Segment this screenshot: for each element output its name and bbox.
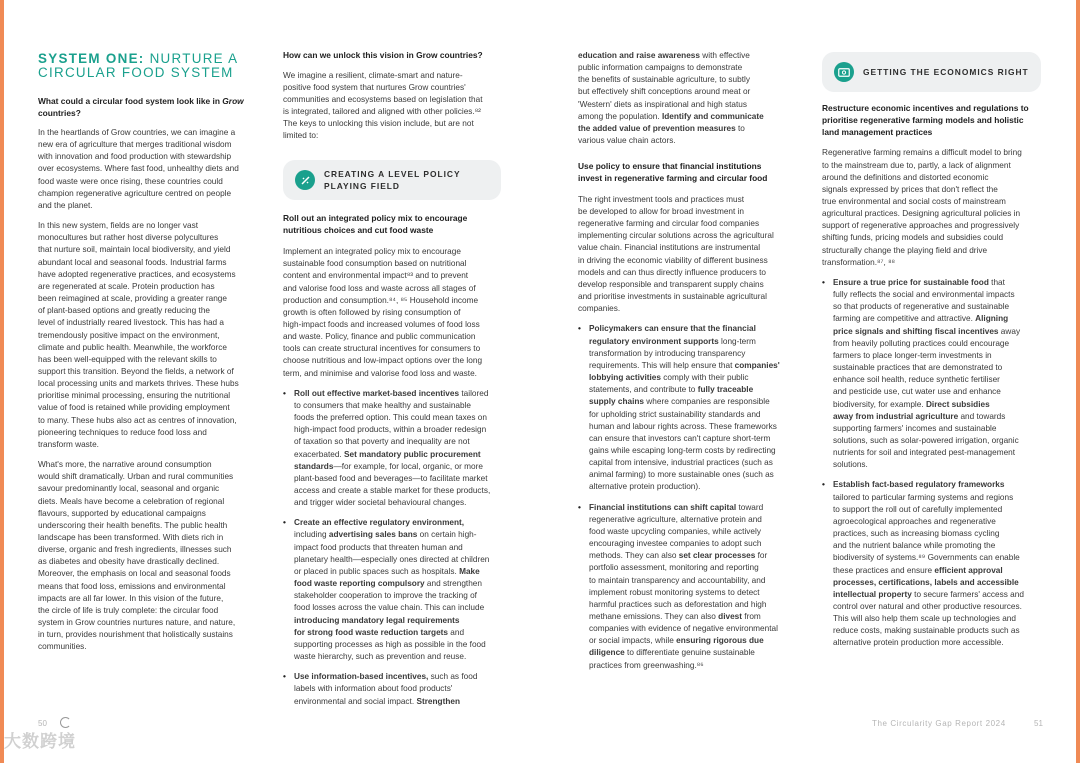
bullet-list xyxy=(822,277,1042,650)
policy-callout xyxy=(283,160,501,200)
economics-callout xyxy=(822,52,1041,92)
subheading: Use policy to ensure that financial institutions invest in regenerative farming and circular food xyxy=(578,161,768,184)
left-edge-strip xyxy=(0,0,4,763)
callout-label: GETTING THE ECONOMICS RIGHT xyxy=(863,67,1029,77)
column-1 xyxy=(38,52,256,662)
paragraph: What's more, the narrative around consumption would shift dramatically. Urban and rural communities savour predominantly local, seasonal and organic diets. Meals have become a celebration of regional flavours, supported by educational campaigns underscoring their health benefits. The public health landscape has been transformed. With diets rich in diverse, organic and fresh ingredients, illnesses such as diabetes and obesity have drastically declined. Moreover, the emphasis on local and seasonal foods means that food loss, emissions and environmental impacts are all far lower. In this vision of the future, the circle of life is truly complete: the circular food system in Grow countries nurtures nature, and nature, in turn, provides nourishment that holistically sustains communities. xyxy=(38,460,236,652)
paragraph: In this new system, fields are no longer vast monocultures but rather host diverse polycultures that nurture soil, maintain local biodiversity, and yield abundant local and seasonal foods. Industrial farms have adopted regenerative practices, and ecosystems are regenerated at scale. Protein production has been reimagined at scale, providing a greater range of plant-based options and greatly reducing the level of industrially reared livestock. This has had a tremendously positive impact on the environment, climate and public health. Meanwhile, the workforce has been well-equipped with the relevant skills to support this transition. Beyond the fields, a network of local processing units and markets thrives. These hubs prioritise minimal processing, ensuring the nutritional value of food is retained while providing employment to many. These hubs also act as centres of innovation, pioneering techniques to reduce food loss and transform waste. xyxy=(38,221,239,449)
bullet-list xyxy=(283,388,503,708)
right-edge-strip xyxy=(1076,0,1080,763)
list-item: • Use information-based incentives, such as food labels with information about food products' environmental and social impact. Strengthen xyxy=(283,671,503,707)
question-heading: How can we unlock this vision in Grow countries? xyxy=(283,50,483,60)
paragraph: education and raise awareness with effective public information campaigns to demonstrate the benefits of sustainable agriculture, to subtly but effectively shift conceptions around meat or 'Western' diets as inspirational and high status among the population. Identify and communicate the added value of prevention measures to various value chain actors. xyxy=(578,51,764,146)
paragraph: Regenerative farming remains a difficult model to bring to the mainstream due to, partly, a lack of alignment around the definitions and distorted economic signals expressed by prices that don't reflect the true environmental and social costs of mainstream agricultural practices. Designing agricultural policies in support of regenerative approaches and progressively shifting funds, pricing models and subsidies could structurally change the playing field and drive transformation.⁸⁷, ⁸⁸ xyxy=(822,148,1022,267)
subheading: Roll out an integrated policy mix to encourage nutritious choices and cut food waste xyxy=(283,213,468,236)
page-number-left: 50 xyxy=(38,719,47,728)
list-item: • Financial institutions can shift capital toward regenerative agriculture, alternative protein and food waste upcycling companies, while actively encouraging investee companies to adopt such methods. They can also set clear processes for portfolio assessment, monitoring and reporting to maintain transparency and accountability, and implement robust monitoring systems to detect harmful practices such as deforestation and high methane emissions. They can also divest from companies with evidence of negative environmental or social impacts, while ensuring rigorous due diligence to differentiate genuine sustainable practices from greenwashing.⁸⁶ xyxy=(578,502,796,672)
column-3 xyxy=(578,50,796,680)
page-number-right: 51 xyxy=(1034,719,1043,728)
column-4 xyxy=(822,52,1042,658)
list-item: • Ensure a true price for sustainable food that fully reflects the social and environmental impacts so that products of regenerative and sustainable farming are competitive and attractive. Aligning price signals and shifting fiscal incentives away from heavily polluting practices could encourage farmers to place longer-term investments in sustainable practices that are demonstrated to enhance soil health, reduce synthetic fertiliser and pesticide use, cut water use and enhance biodiversity, for example. Direct subsidies away from industrial agriculture and towards supporting farmers' incomes and sustainable solutions, such as solar-powered irrigation, organic nutrients for soil and integrated pest-management solutions. xyxy=(822,277,1042,472)
paragraph: Implement an integrated policy mix to encourage sustainable food consumption based on nutritional content and environmental impact⁸³ and to prevent and valorise food loss and waste across all stages of production and consumption.⁸⁴, ⁸⁵ Household income growth is often followed by rising consumption of high-impact foods and increased volumes of food loss and waste. Policy, finance and public communication tools can create structural incentives for consumers to choose nutritious and low-impact options over the long term, and minimise and valorise food loss and waste. xyxy=(283,247,483,378)
list-item: • Policymakers can ensure that the financial regulatory environment supports long-term transformation by introducing transparency requirements. This will help ensure that companies' lobbying activities comply with their public statements, and contribute to fully traceable supply chains where companies are responsible for upholding strict sustainability standards and human and labour rights across. These frameworks can ensure that investors can't capture short-term gains while escaping long-term costs by redirecting capital from intensive, industrial practices (such as animal farming) to more sustainable ones (such as alternative protein production). xyxy=(578,323,796,493)
watermark: 大数跨境 xyxy=(4,732,76,751)
money-icon xyxy=(834,62,854,82)
paragraph: We imagine a resilient, climate-smart and nature- positive food system that nurtures Grow countries' communities and ecosystems based on legislation that is integrated, tailored and aligned with other policies.⁸² The keys to unlocking this vision include, but are not limited to: xyxy=(283,70,483,141)
question-heading: What could a circular food system look like in Grow countries? xyxy=(38,96,244,118)
list-item: • Create an effective regulatory environment, including advertising sales bans on certain high- impact food products that threaten human and planetary health—especially ones directed at children or placed in public spaces such as hospitals. Make food waste reporting compulsory and strengthen stakeholder cooperation to improve the tracking of food losses across the value chain. This can include introducing mandatory legal requirements for strong food waste reduction targets and supporting processes as high as possible in the food waste hierarchy, such as prevention and reuse. xyxy=(283,517,503,663)
column-2 xyxy=(283,50,503,716)
paragraph: In the heartlands of Grow countries, we can imagine a new era of agriculture that merges traditional wisdom with innovation and food production with stewardship over ecosystems. Where fast food, unhealthy diets and food waste were once rising, these countries could champion regenerative agriculture centred on people and the planet. xyxy=(38,128,239,210)
report-title: The Circularity Gap Report 2024 xyxy=(872,719,1006,728)
section-title: SYSTEM ONE: NURTURE A CIRCULAR FOOD SYSTEM xyxy=(38,51,239,80)
policy-icon xyxy=(295,170,315,190)
bullet-list xyxy=(578,323,796,671)
subheading: Restructure economic incentives and regulations to prioritise regenerative farming models and holistic land management practices xyxy=(822,103,1029,137)
list-item: • Roll out effective market-based incentives tailored to consumers that make healthy and sustainable foods the preferred option. This could mean taxes on high-impact food products, within a broader redesign of taxation so that poverty and inequality are not exacerbated. Set mandatory public procurement standards—for example, for local, organic, or more plant-based food and beverages—to facilitate market access and create a stable market for these products, and trigger wider societal behavioural changes. xyxy=(283,388,503,510)
paragraph: The right investment tools and practices must be developed to allow for broad investment in regenerative farming and circular food companies implementing circular solutions across the agricultural value chain. Financial institutions are instrumental in driving the economic viability of different business models and can thus directly influence producers to develop responsible and transparent supply chains and prioritise investments in sustainable agricultural companies. xyxy=(578,194,774,314)
list-item: • Establish fact-based regulatory frameworks tailored to particular farming systems and regions to support the roll out of carefully implemented agroecological approaches and regenerative practices, such as increasing biomass cycling and the nutrient balance while promoting the biodiversity of systems.⁸⁹ Governments can enable these practices and ensure efficient approval processes, certifications, labels and accessible intellectual property to secure farmers' access and control over natural and other productive resources. This will also help them scale up technologies and reduce costs, making sustainable products such as alternative protein production more accessible. xyxy=(822,479,1042,649)
callout-label: CREATING A LEVEL POLICY PLAYING FIELD xyxy=(324,169,461,192)
